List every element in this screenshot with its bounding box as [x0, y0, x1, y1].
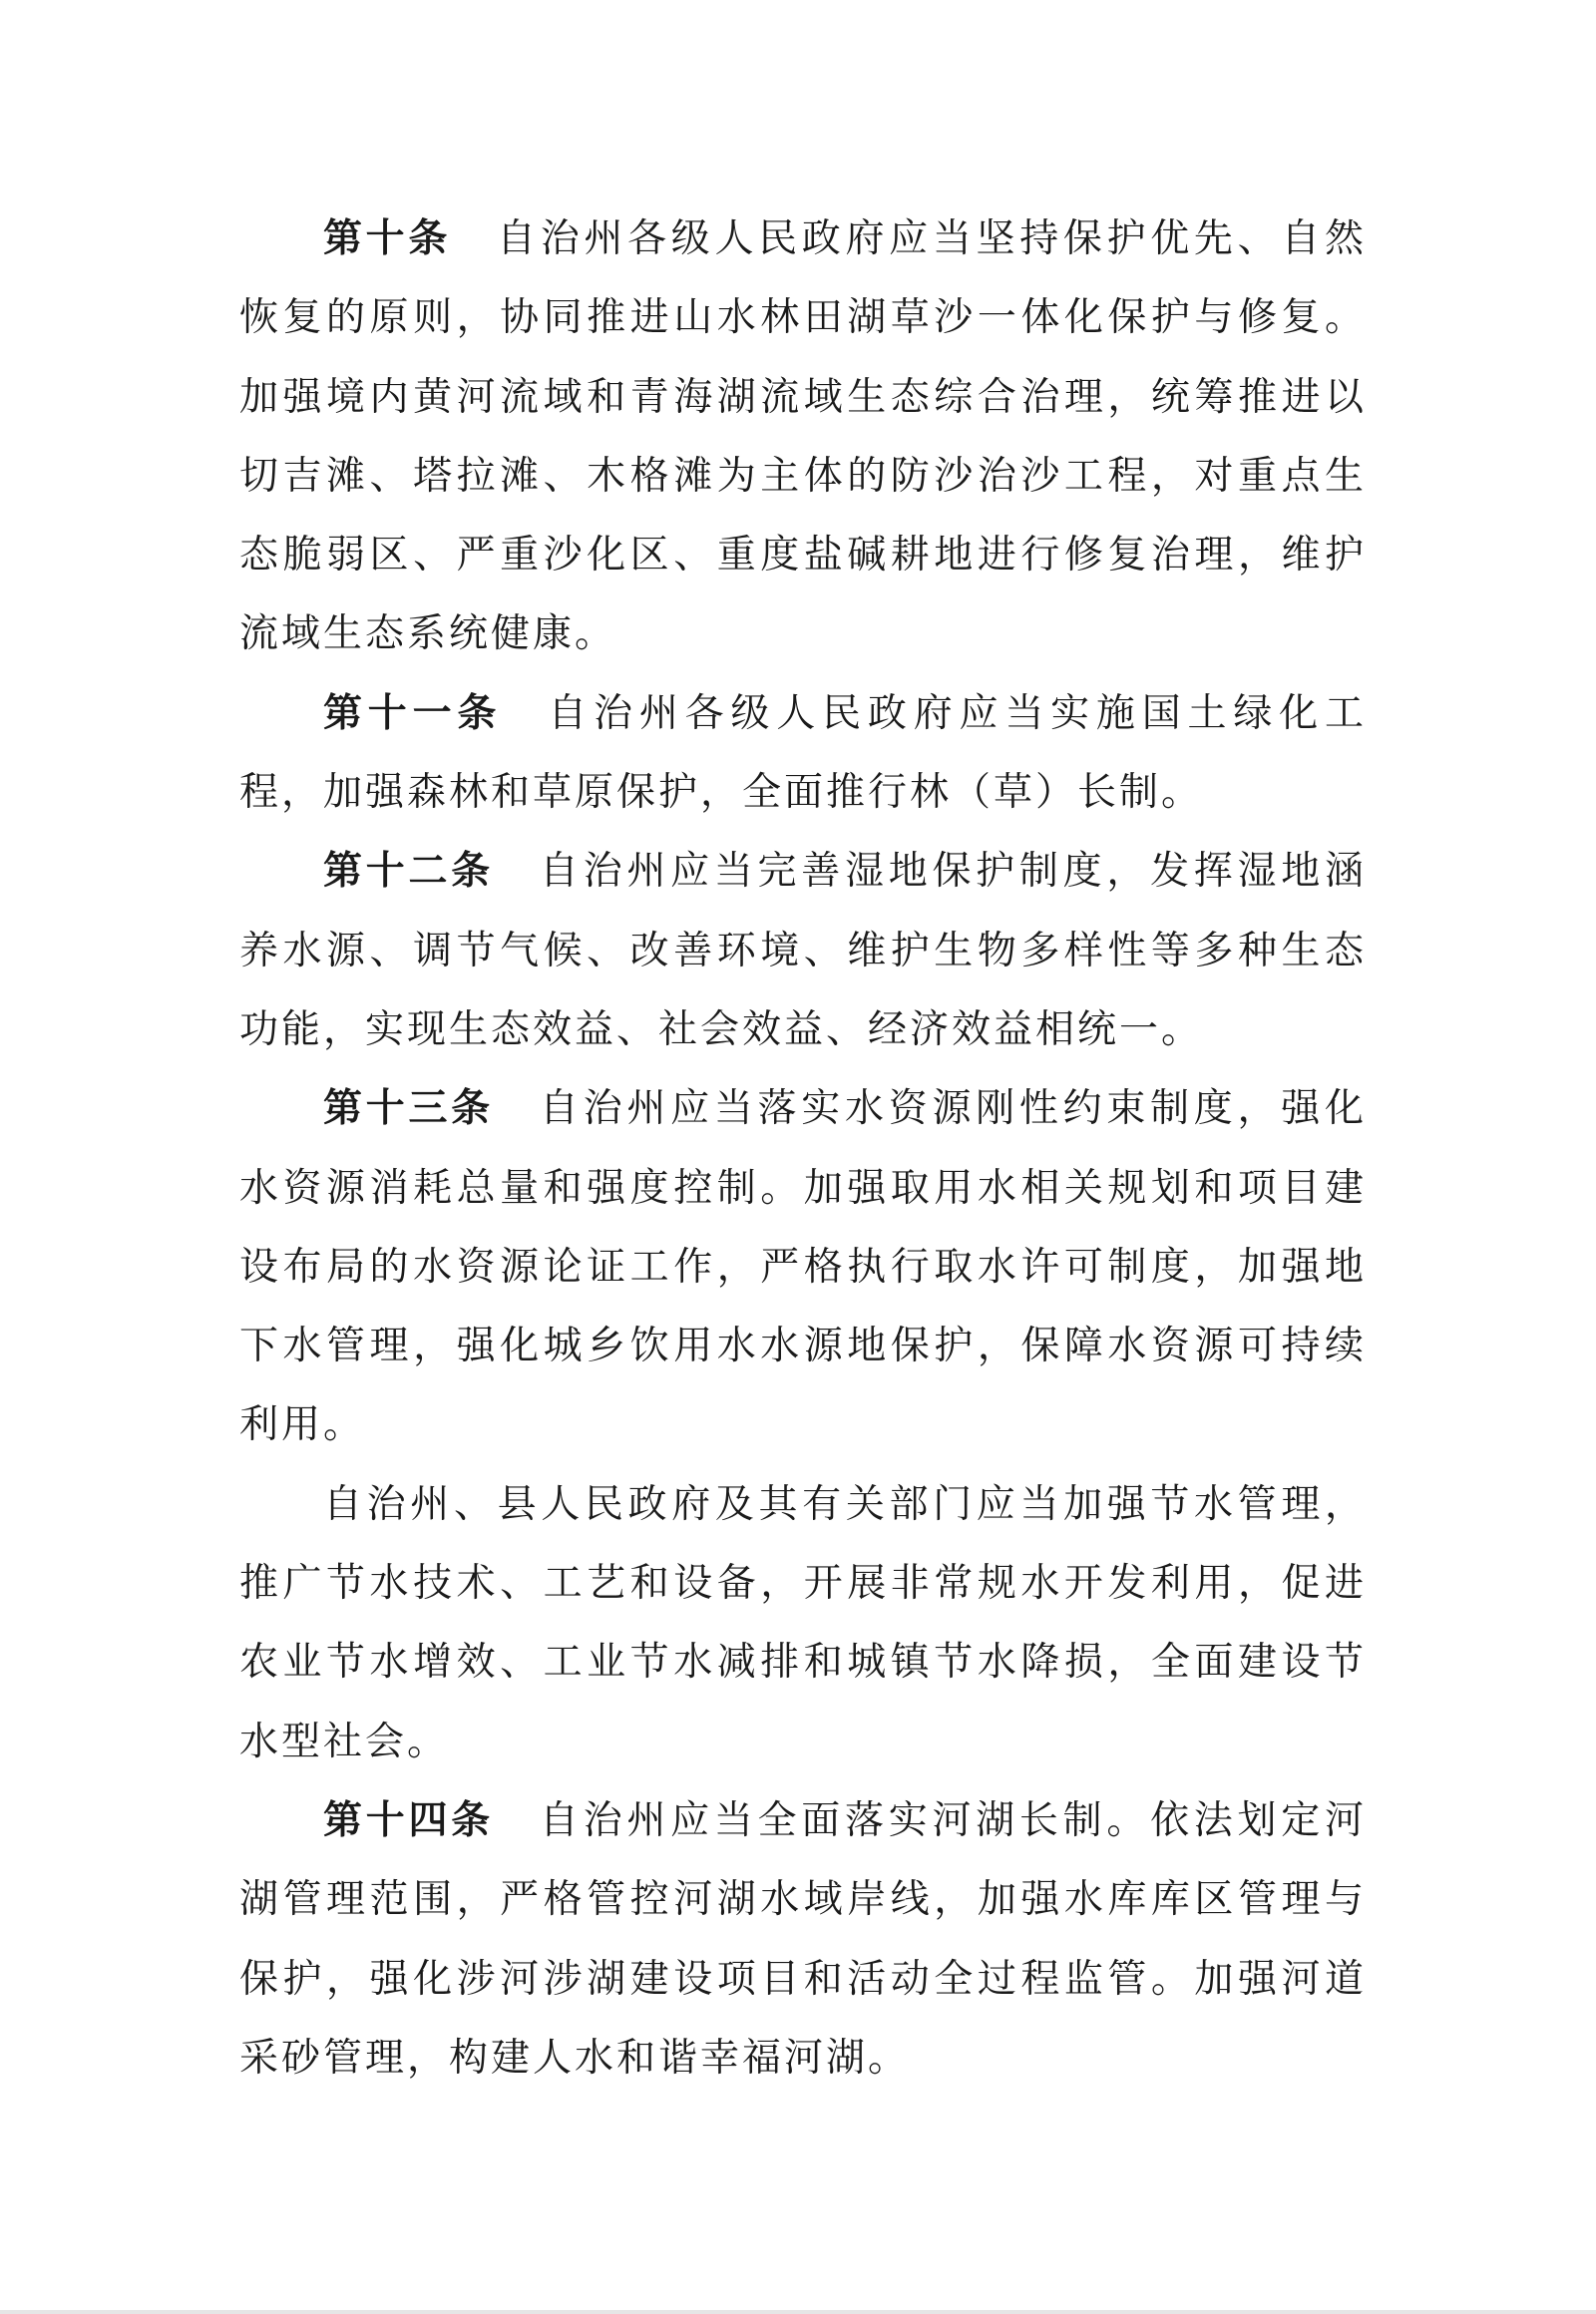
article-11-text: 自治州各级人民政府应当实施国土绿化工程，加强森林和草原保护，全面推行林（草）长制。 [239, 690, 1367, 816]
article-12-text: 自治州应当完善湿地保护制度，发挥湿地涵养水源、调节气候、改善环境、维护生物多样性等多种生态功能，实现生态效益、社会效益、经济效益相统一。 [239, 849, 1367, 1052]
article-14-label: 第十四条 [323, 1797, 494, 1843]
article-13-text: 自治州应当落实水资源刚性约束制度，强化水资源消耗总量和强度控制。加强取用水相关规划和项目建设布局的水资源论证工作，严格执行取水许可制度，加强地下水管理，强化城乡饮用水水源地保护，保障水资源可持续利用。 [239, 1086, 1367, 1448]
article-14 [239, 1781, 1367, 2098]
article-10-label: 第十条 [323, 216, 452, 261]
article-11-label: 第十一条 [323, 690, 503, 736]
article-11 [239, 674, 1367, 833]
article-13-paragraph-2 [239, 1465, 1367, 1781]
article-13-label: 第十三条 [323, 1086, 494, 1132]
article-12 [239, 832, 1367, 1069]
article-12-label: 第十二条 [323, 849, 494, 895]
article-10-text: 自治州各级人民政府应当坚持保护优先、自然恢复的原则，协同推进山水林田湖草沙一体化保护与修复。加强境内黄河流域和青海湖流域生态综合治理，统筹推进以切吉滩、塔拉滩、木格滩为主体的防沙治沙工程，对重点生态脆弱区、严重沙化区、重度盐碱耕地进行修复治理，维护流域生态系统健康。 [239, 216, 1367, 657]
article-13-paragraph-2-text: 自治州、县人民政府及其有关部门应当加强节水管理，推广节水技术、工艺和设备，开展非常规水开发利用，促进农业节水增效、工业节水减排和城镇节水降损，全面建设节水型社会。 [239, 1481, 1367, 1764]
page-bottom-edge [0, 2310, 1596, 2314]
article-13 [239, 1069, 1367, 1464]
article-14-text: 自治州应当全面落实河湖长制。依法划定河湖管理范围，严格管控河湖水域岸线，加强水库库区管理与保护，强化涉河涉湖建设项目和活动全过程监管。加强河道采砂管理，构建人水和谐幸福河湖。 [239, 1797, 1367, 2081]
article-10 [239, 199, 1367, 674]
document-body [239, 199, 1367, 2098]
